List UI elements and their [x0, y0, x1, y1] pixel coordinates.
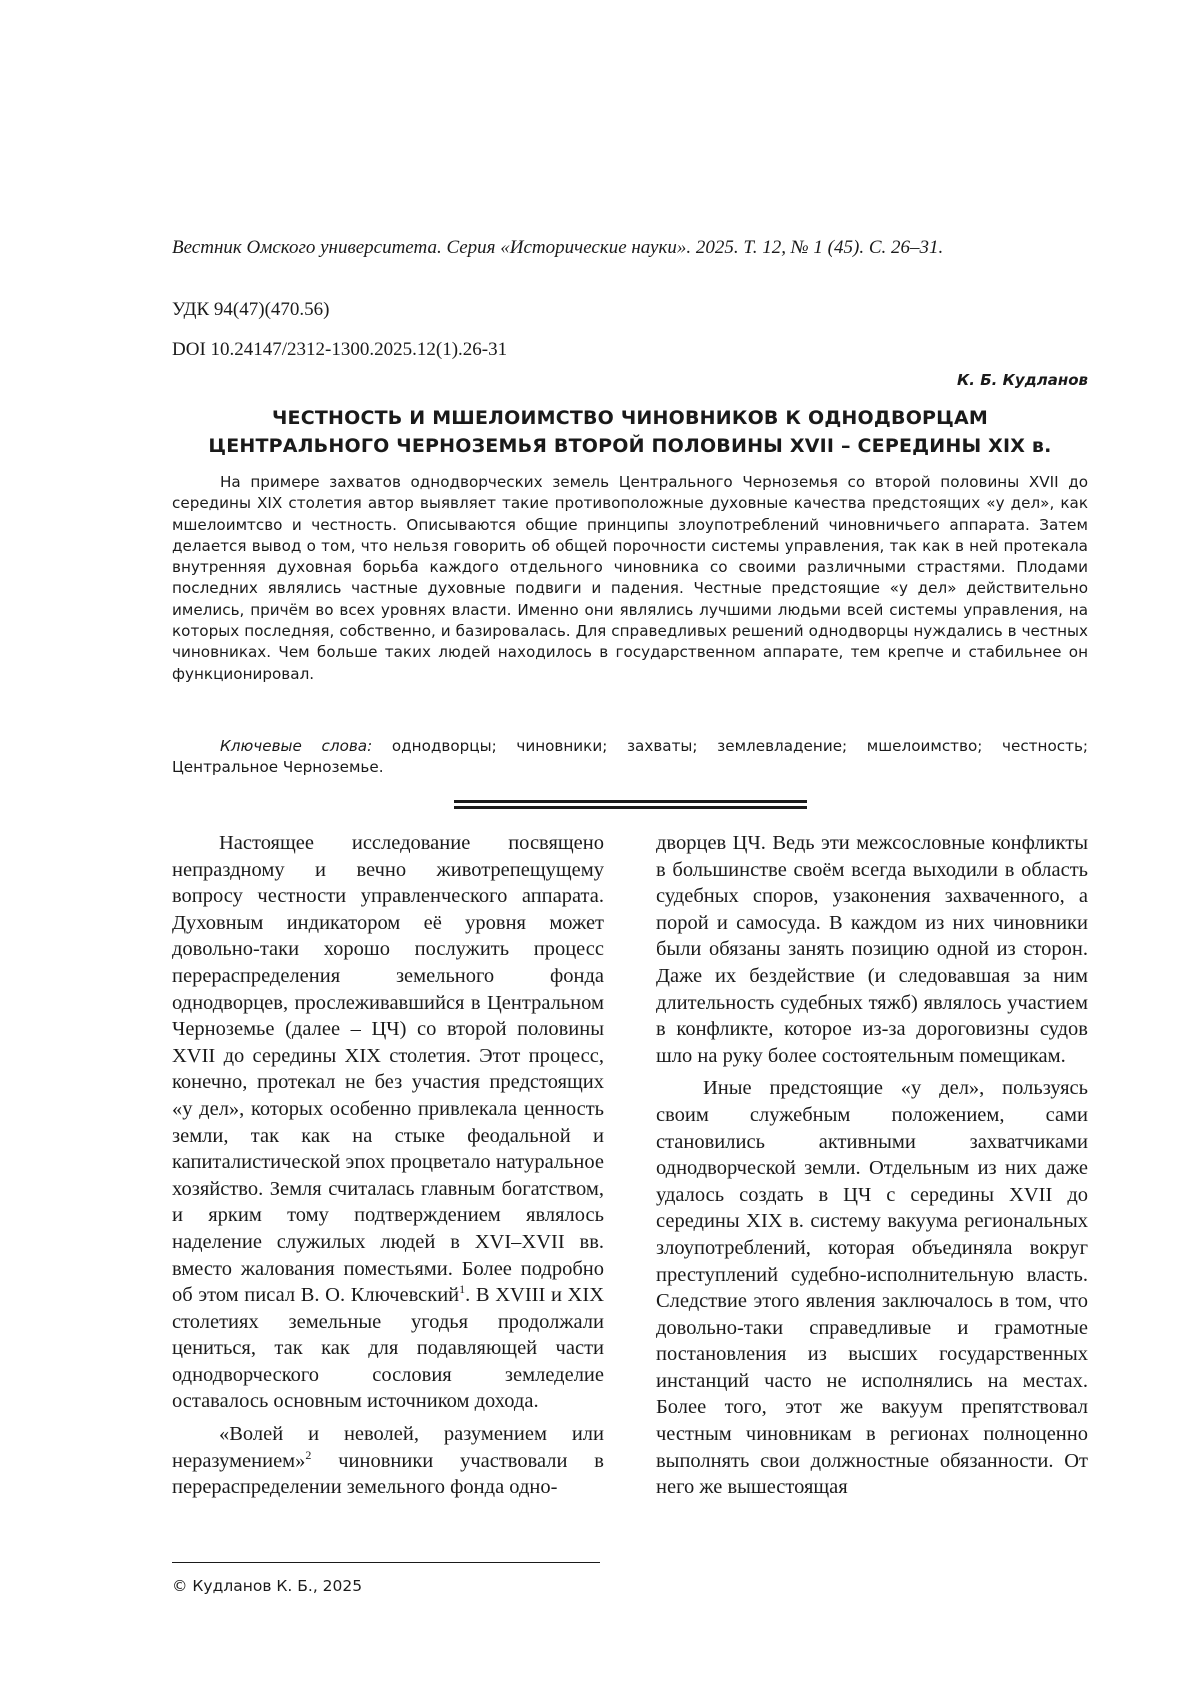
section-divider: [454, 800, 807, 809]
body-paragraph: дворцев ЦЧ. Ведь эти межсословные конфликты в большинстве своём всегда выходили в область судебных споров, узаконения захваченного, а порой и самосуда. В каждом из них чиновники были обязаны занять позицию одной из сторон. Даже их бездействие (и следовавшая за ним длительность судебных тяжб) являлось участием в конфликте, которое из-за дороговизны судов шло на руку более состоятельным помещикам.: [656, 832, 1088, 1067]
body-column-left: [172, 830, 604, 1507]
keywords-label: Ключевые слова:: [220, 737, 373, 755]
keywords-text: однодворцы; чиновники; захваты; землевладение; мшелоимство; честность; Центральное Черноземье.: [172, 737, 1089, 777]
author-name: К. Б. Кудланов: [957, 371, 1088, 389]
body-paragraph: [172, 830, 604, 1415]
paragraph-text: Настоящее исследование посвящено непраздному и вечно животрепещущему вопросу честности управленческого аппарата. Духовным индикатором её уровня может довольно-таки хорошо послужить процесс перераспределения земельного фонда однодворцев, прослеживавшийся в Центральном Черноземье (далее – ЦЧ) со второй половины XVII до середины XIX столетия. Этот процесс, конечно, протекал не без участия предстоящих «у дел», которых особенно привлекала ценность земли, так как на стыке феодальной и капиталистической эпох процветало натуральное хозяйство. Земля считалась главным богатством, и ярким тому подтверждением являлось наделение служилых людей в XVI–XVII вв. вместо жалования поместьями. Более подробно об этом писал В. О. Ключевский: [172, 832, 604, 1307]
copyright: © Кудланов К. Б., 2025: [172, 1577, 363, 1595]
footnote-separator: [172, 1562, 600, 1563]
keywords: [172, 736, 1088, 779]
footnote-ref: 1: [459, 1282, 466, 1297]
journal-citation: Вестник Омского университета. Серия «Исторические науки». 2025. Т. 12, № 1 (45). С. 26–31.: [172, 237, 944, 258]
udk-code: УДК 94(47)(470.56): [172, 299, 330, 320]
paragraph-text: чиновники участвовали в перераспределении земельного фонда одно-: [172, 1449, 604, 1499]
body-paragraph: [172, 1421, 604, 1501]
doi: DOI 10.24147/2312-1300.2025.12(1).26-31: [172, 339, 508, 360]
body-column-right: [656, 830, 1088, 1507]
title-line-1: ЧЕСТНОСТЬ И МШЕЛОИМСТВО ЧИНОВНИКОВ К ОДНОДВОРЦАМ: [271, 407, 989, 429]
quote-text: «Волей и неволей, разумением или неразумением»: [172, 1423, 604, 1472]
footnote-ref: 2: [305, 1447, 312, 1462]
article-title: [172, 404, 1088, 460]
title-line-2: ЦЕНТРАЛЬНОГО ЧЕРНОЗЕМЬЯ ВТОРОЙ ПОЛОВИНЫ XVII – СЕРЕДИНЫ XIX в.: [208, 435, 1052, 457]
paragraph-text: . В XVIII и XIX столетиях земельные угодья продолжали цениться, так как для подавляющей части однодворческого сословия земледелие оставалось основным источником дохода.: [172, 1284, 604, 1413]
abstract: На примере захватов однодворческих земель Центрального Черноземья со второй половины XVII до середины XIX столетия автор выявляет такие противоположные духовные качества предстоящих «у дел», как мшелоимтсво и честность. Описываются общие принципы злоупотреблений чиновничьего аппарата. Затем делается вывод о том, что нельзя говорить об общей порочности системы управления, так как в ней протекала внутренняя духовная борьба каждого отдельного чиновника со своими различными страстями. Плодами последних являлись частные духовные подвиги и падения. Честные предстоящие «у дел» действительно имелись, причём во всех уровнях власти. Именно они являлись лучшими людьми всей системы управления, на которых последняя, собственно, и базировалась. Для справедливых решений однодворцы нуждались в честных чиновниках. Чем больше таких людей находилось в государственном аппарате, тем крепче и стабильнее он функционировал.: [172, 473, 1088, 683]
body-paragraph: Иные предстоящие «у дел», пользуясь своим служебным положением, сами становились активными захватчиками однодворческой земли. Отдельным из них даже удалось создать в ЦЧ с середины XVII до середины XIX в. систему вакуума региональных злоупотреблений, которая объединяла вокруг преступлений судебно-исполнительную власть. Следствие этого явления заключалось в том, что довольно-таки справедливые и грамотные постановления из высших государственных инстанций часто не исполнялись на местах. Более того, этот же вакуум препятствовал честным чиновникам в регионах полноценно выполнять свои должностные обязанности. От него же вышестоящая: [656, 1077, 1088, 1499]
